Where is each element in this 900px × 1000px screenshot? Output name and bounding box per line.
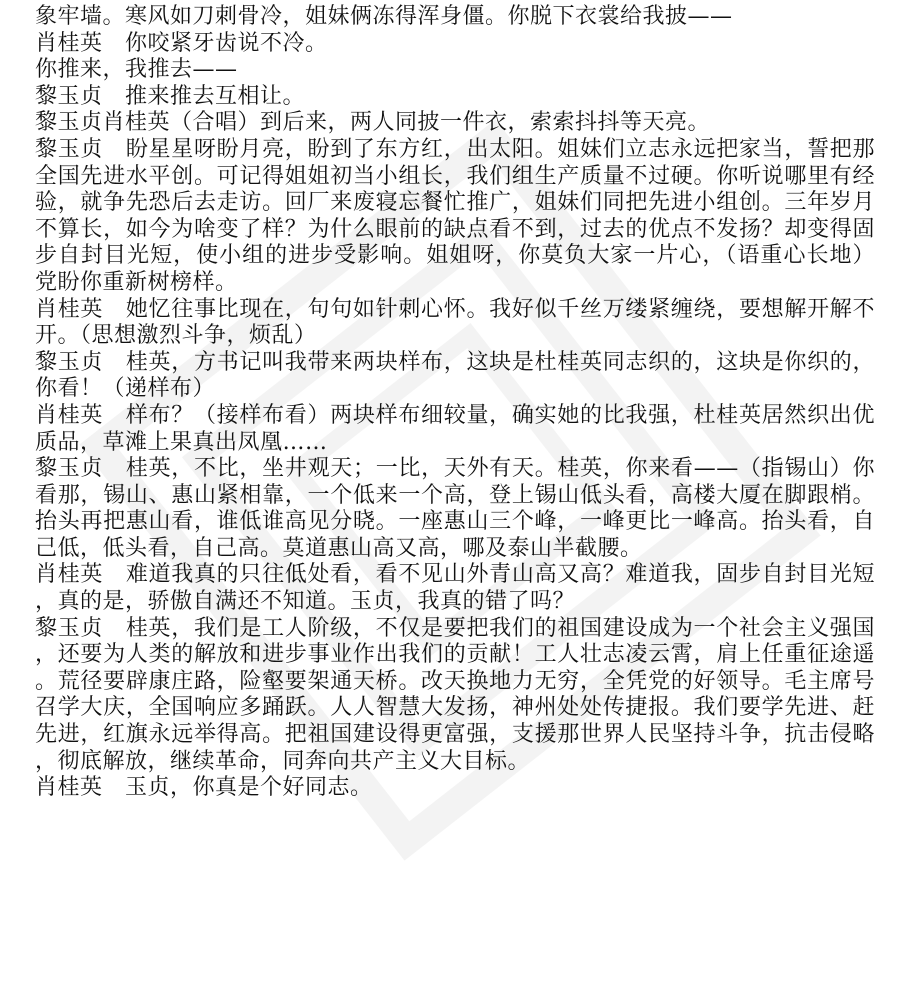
- text-line: 黎玉贞 推来推去互相让。: [35, 83, 306, 109]
- text-line: 黎玉贞 桂英，不比，坐井观天；一比，天外有天。桂英，你来看——（指锡山）你看那，锡山、惠山紧相靠，一个低来一个高，登上锡山低头看，高楼大厦在脚跟梢。抬头再把惠山看，谁低谁高见分晓。一座惠山三个峰，一峰更比一峰高。抬头看，自己低，低头看，自己高。莫道惠山高又高，哪及泰山半截腰。: [35, 456, 875, 561]
- text-line: 你推来，我推去——: [35, 57, 238, 83]
- text-line: 黎玉贞肖桂英（合唱）到后来，两人同披一件衣，索索抖抖等天亮。: [35, 110, 711, 136]
- text-line: 肖桂英 难道我真的只往低处看，看不见山外青山高又高？难道我，固步自封目光短，真的是，骄傲自满还不知道。玉贞，我真的错了吗？: [35, 562, 875, 615]
- document-text: [35, 4, 875, 802]
- text-line: 肖桂英 玉贞，你真是个好同志。: [35, 775, 373, 801]
- text-line: 黎玉贞 盼星星呀盼月亮，盼到了东方红，出太阳。姐妹们立志永远把家当，誓把那全国先进水平创。可记得姐姐初当小组长，我们组生产质量不过硬。你听说哪里有经验，就争先恐后去走访。回厂来废寝忘餐忙推广，姐妹们同把先进小组创。三年岁月不算长，如今为啥变了样？为什么眼前的缺点看不到，过去的优点不发扬？却变得固步自封目光短，使小组的进步受影响。姐姐呀，你莫负大家一片心，（语重心长地）党盼你重新树榜样。: [35, 136, 875, 295]
- text-line: 象牢墙。寒风如刀刺骨冷，姐妹俩冻得浑身僵。你脱下衣裳给我披——: [35, 4, 733, 29]
- text-line: 肖桂英 样布？（接样布看）两块样布细较量，确实她的比我强，杜桂英居然织出优质品，草滩上果真出凤凰……: [35, 402, 875, 455]
- text-line: 黎玉贞 桂英，方书记叫我带来两块样布，这块是杜桂英同志织的，这块是你织的，你看！（递样布）: [35, 349, 875, 402]
- text-line: 肖桂英 她忆往事比现在，句句如针刺心怀。我好似千丝万缕紧缠绕，要想解开解不开。（思想激烈斗争，烦乱）: [35, 296, 875, 349]
- text-line: 黎玉贞 桂英，我们是工人阶级，不仅是要把我们的祖国建设成为一个社会主义强国，还要为人类的解放和进步事业作出我们的贡献！工人壮志凌云霄，肩上任重征途遥。荒径要辟康庄路，险壑要架通天桥。改天换地力无穷，全凭党的好领导。毛主席号召学大庆，全国响应多踊跃。人人智慧大发扬，神州处处传捷报。我们要学先进、赶先进，红旗永远举得高。把祖国建设得更富强，支援那世界人民坚持斗争，抗击侵略，彻底解放，继续革命，同奔向共产主义大目标。: [35, 615, 875, 774]
- text-line: 肖桂英 你咬紧牙齿说不冷。: [35, 30, 328, 56]
